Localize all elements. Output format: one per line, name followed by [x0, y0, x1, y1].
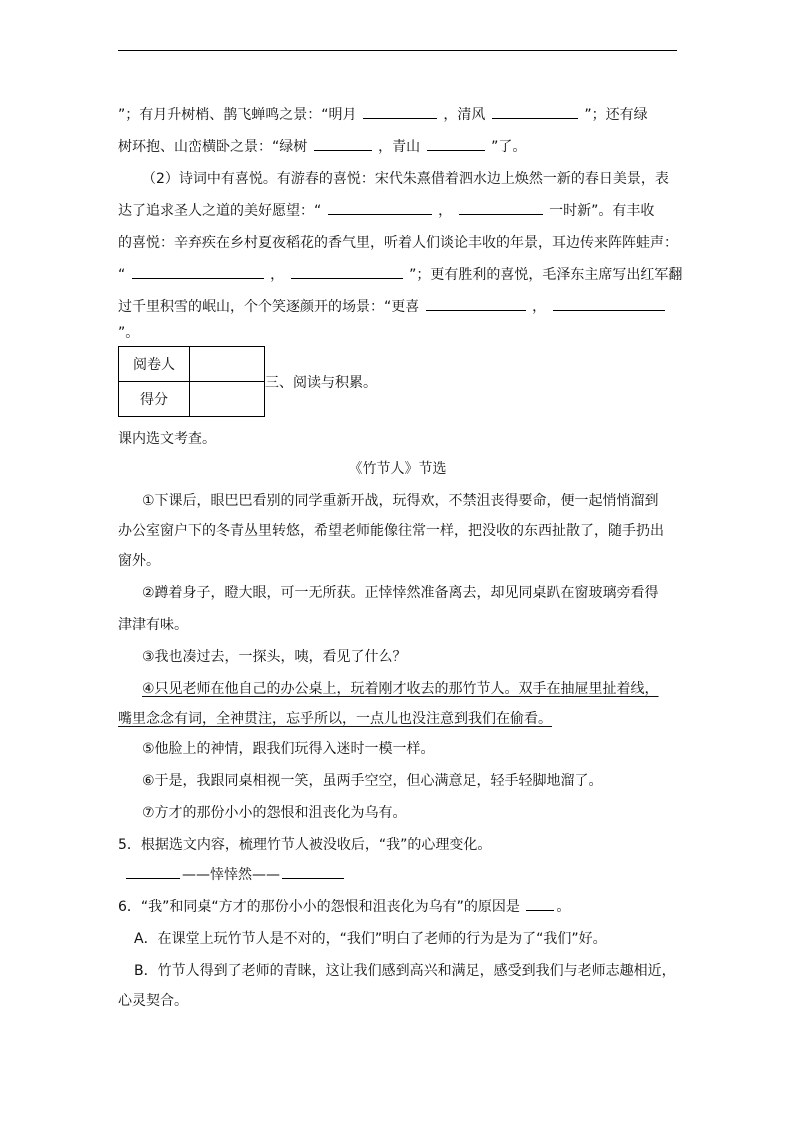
grader-cell[interactable]: [190, 347, 265, 382]
p2-text-g: 过千里积雪的岷山，个个笑逐颜开的场景：“更喜: [118, 299, 420, 315]
q6-option-b-line2: 心灵契合。: [118, 993, 188, 1009]
p2-line4: [118, 264, 682, 284]
q6-option-a[interactable]: A．在课堂上玩竹节人是不对的，“我们”明白了老师的行为是为了“我们”好。: [134, 931, 607, 947]
q6-text: 6．“我”和同桌“方才的那份小小的怨恨和沮丧化为乌有”的原因是: [118, 899, 520, 915]
score-cell[interactable]: [190, 382, 265, 417]
q5-middle: ——悻悻然——: [182, 867, 280, 883]
para2-line1: ②蹲着身子，瞪大眼，可一无所获。正悻悻然准备离去，却见同桌趴在窗玻璃旁看得: [142, 585, 659, 601]
blank-lvshu[interactable]: [314, 136, 372, 151]
p1-text-e: ，青山: [378, 139, 421, 155]
p2-text-b: ，: [438, 203, 453, 219]
blank-zhuxi-2[interactable]: [459, 200, 543, 215]
p2-line6: ”。: [118, 325, 140, 341]
p1-text-f: ”了。: [491, 139, 527, 155]
score-table: [118, 346, 265, 417]
section-title: 三、阅读与积累。: [265, 375, 377, 391]
header-rule: [118, 50, 677, 51]
blank-maozedong-1[interactable]: [426, 296, 526, 311]
p1-text-b: ，清风: [443, 107, 486, 123]
para7: ⑦方才的那份小小的怨恨和沮丧化为乌有。: [142, 805, 407, 821]
p1-line2: [118, 136, 526, 156]
para4-line1: ④只见老师在他自己的办公桌上，玩着刚才收去的那竹节人。双手在抽屉里扯着线，: [142, 681, 659, 697]
blank-q5-1[interactable]: [126, 864, 180, 879]
p2-text-e: ，: [270, 267, 285, 283]
intro-text: 课内选文考查。: [118, 431, 216, 447]
para1-line3: 窗外。: [118, 553, 160, 569]
blank-q6[interactable]: [526, 896, 554, 911]
para1-line2: 办公室窗户下的冬青丛里转悠，希望老师能像往常一样，把没收的东西扯散了，随手扔出: [118, 523, 664, 539]
question-5: 5．根据选文内容，梳理竹节人被没收后，“我”的心理变化。: [118, 837, 492, 853]
para3: ③我也凑过去，一探头，咦，看见了什么？: [142, 649, 407, 665]
para1-line1: ①下课后，眼巴巴看别的同学重新开战，玩得欢，不禁沮丧得要命，便一起悄悄溜到: [142, 493, 659, 509]
p1-line1: [118, 104, 648, 124]
para2-line2: 津津有味。: [118, 617, 188, 633]
blank-xinqiji-1[interactable]: [132, 264, 264, 279]
blank-mingyue[interactable]: [363, 104, 437, 119]
blank-q5-2[interactable]: [282, 864, 344, 879]
para5: ⑤他脸上的神情，跟我们玩得入迷时一模一样。: [142, 741, 435, 757]
blank-maozedong-2[interactable]: [553, 296, 665, 311]
question-6: [118, 896, 570, 916]
blank-qingshan[interactable]: [427, 136, 485, 151]
blank-zhuxi-1[interactable]: [328, 200, 432, 215]
p2-text-f: ”；更有胜利的喜悦，毛泽东主席写出红军翻: [409, 267, 683, 283]
q6-end: 。: [556, 899, 571, 915]
q6-option-b-line1[interactable]: B．竹节人得到了老师的青睐，这让我们感到高兴和满足，感受到我们与老师志趣相近，: [134, 963, 676, 979]
q5-answer-line: [118, 864, 346, 884]
grader-label: 阅卷人: [119, 347, 190, 382]
score-label: 得分: [119, 382, 190, 417]
para6: ⑥于是，我跟同桌相视一笑，虽两手空空，但心满意足，轻手轻脚地溜了。: [142, 773, 603, 789]
blank-qingfeng[interactable]: [492, 104, 578, 119]
p1-text-c: ”；还有绿: [584, 107, 648, 123]
p2-text-d: “: [118, 267, 126, 283]
p2-line2: [118, 200, 654, 220]
p2-text-a: 达了追求圣人之道的美好愿望：“: [118, 203, 322, 219]
para4-line2: 嘴里念念有词，全神贯注，忘乎所以，一点儿也没注意到我们在偷看。: [118, 711, 552, 727]
p2-text-c: 一时新”。有丰收: [549, 203, 655, 219]
passage-title: 《竹节人》节选: [348, 461, 447, 477]
blank-xinqiji-2[interactable]: [291, 264, 403, 279]
p2-line1: （2）诗词中有喜悦。有游春的喜悦：宋代朱熹借着泗水边上焕然一新的春日美景，表: [142, 171, 669, 187]
p1-text-a: ”；有月升树梢、鹊飞蝉鸣之景：“明月: [118, 107, 357, 123]
p1-text-d: 树环抱、山峦横卧之景：“绿树: [118, 139, 308, 155]
p2-line3: 的喜悦：辛弃疾在乡村夏夜稻花的香气里，听着人们谈论丰收的年景，耳边传来阵阵蛙声：: [118, 235, 678, 251]
p2-text-h: ，: [532, 299, 547, 315]
p2-line5: [118, 296, 667, 316]
